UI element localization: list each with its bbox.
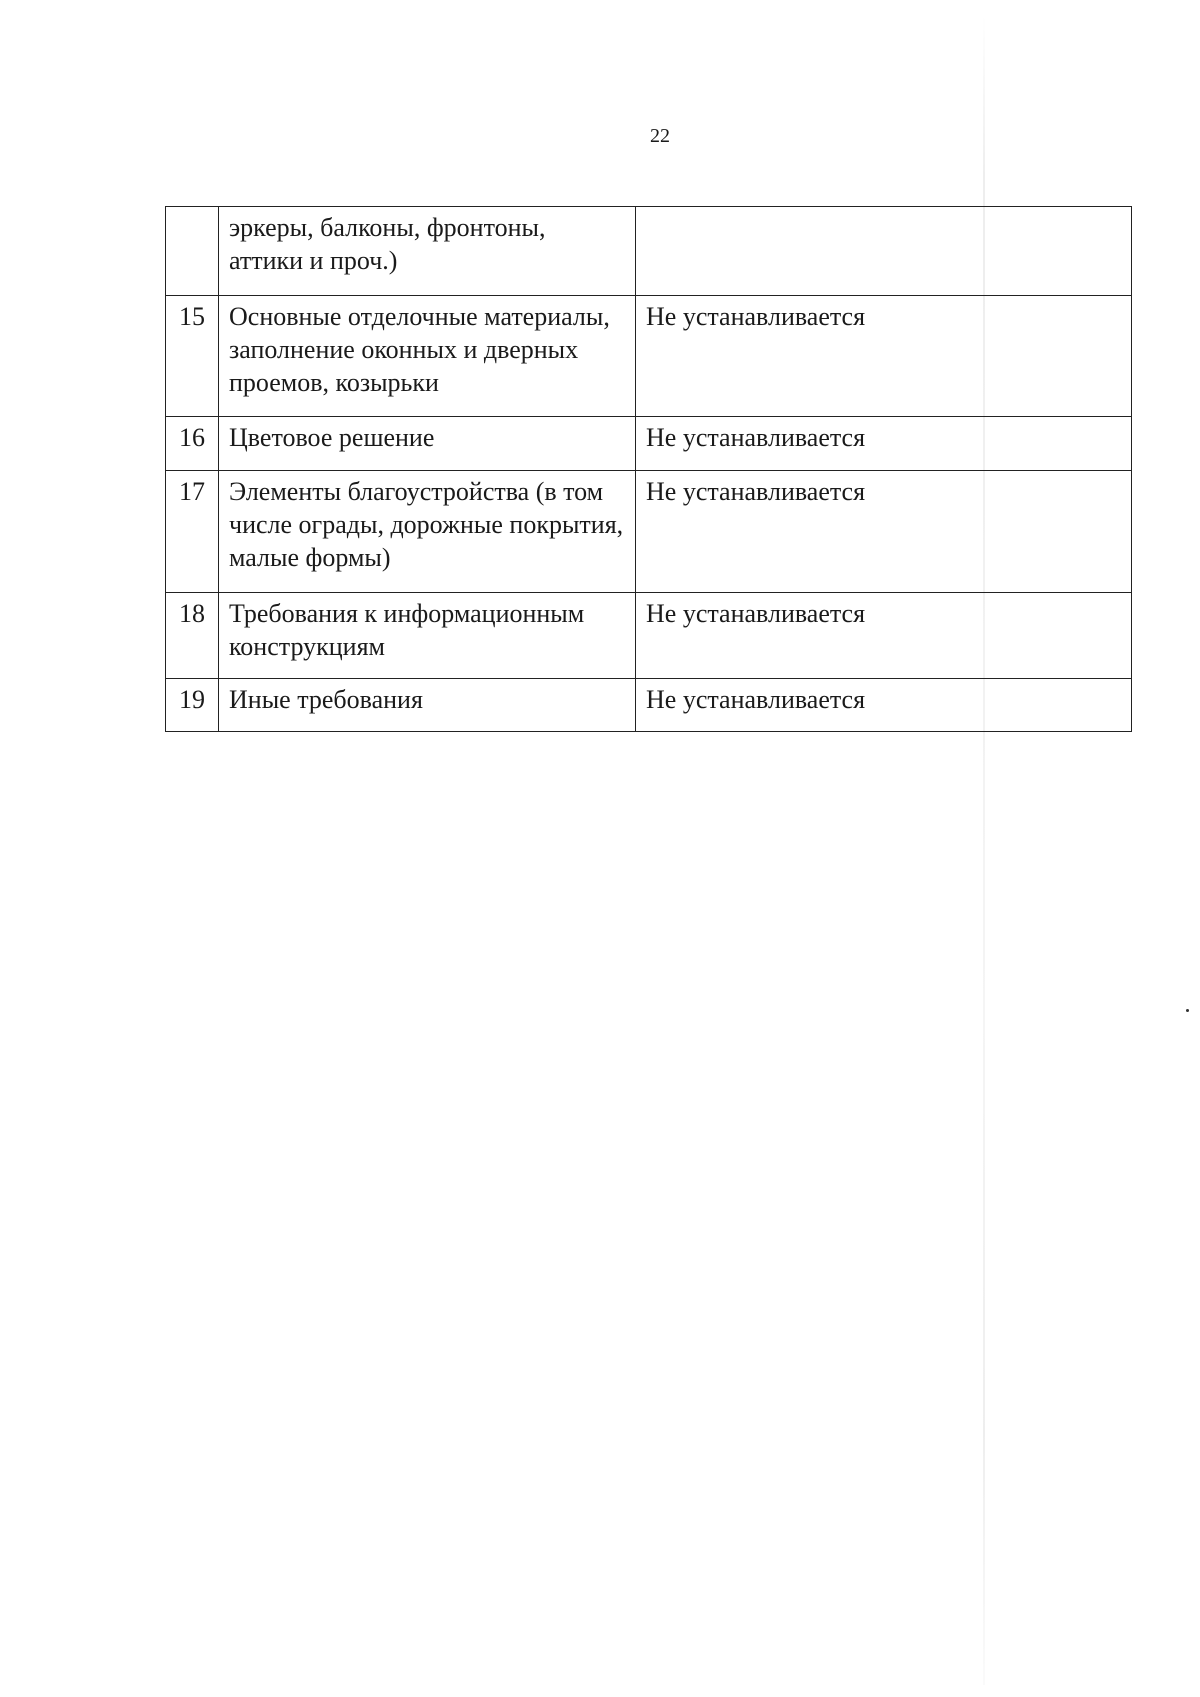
row-value: Не устанавливается: [636, 593, 1132, 679]
row-number: 17: [166, 471, 219, 593]
page-number: 22: [650, 125, 670, 147]
row-value: [636, 207, 1132, 296]
row-value: Не устанавливается: [636, 679, 1132, 732]
scan-speck: [1186, 1009, 1189, 1012]
table-row: [166, 593, 1132, 679]
table-row: [166, 296, 1132, 417]
row-parameter: Основные отделочные материалы, заполнение оконных и дверных проемов, козырьки: [219, 296, 636, 417]
row-value: Не устанавливается: [636, 296, 1132, 417]
row-number: 16: [166, 417, 219, 471]
table-row: [166, 679, 1132, 732]
row-parameter: Иные требования: [219, 679, 636, 732]
row-number: 19: [166, 679, 219, 732]
row-parameter: Элементы благоустройства (в том числе ограды, дорожные покрытия, малые формы): [219, 471, 636, 593]
row-parameter: эркеры, балконы, фронтоны, аттики и проч.): [219, 207, 636, 296]
table-row: [166, 417, 1132, 471]
row-value: Не устанавливается: [636, 471, 1132, 593]
row-number: 15: [166, 296, 219, 417]
row-parameter: Цветовое решение: [219, 417, 636, 471]
row-number: [166, 207, 219, 296]
row-number: 18: [166, 593, 219, 679]
row-parameter: Требования к информационным конструкциям: [219, 593, 636, 679]
table-row: [166, 207, 1132, 296]
row-value: Не устанавливается: [636, 417, 1132, 471]
requirements-table: [165, 206, 1132, 732]
table-row: [166, 471, 1132, 593]
